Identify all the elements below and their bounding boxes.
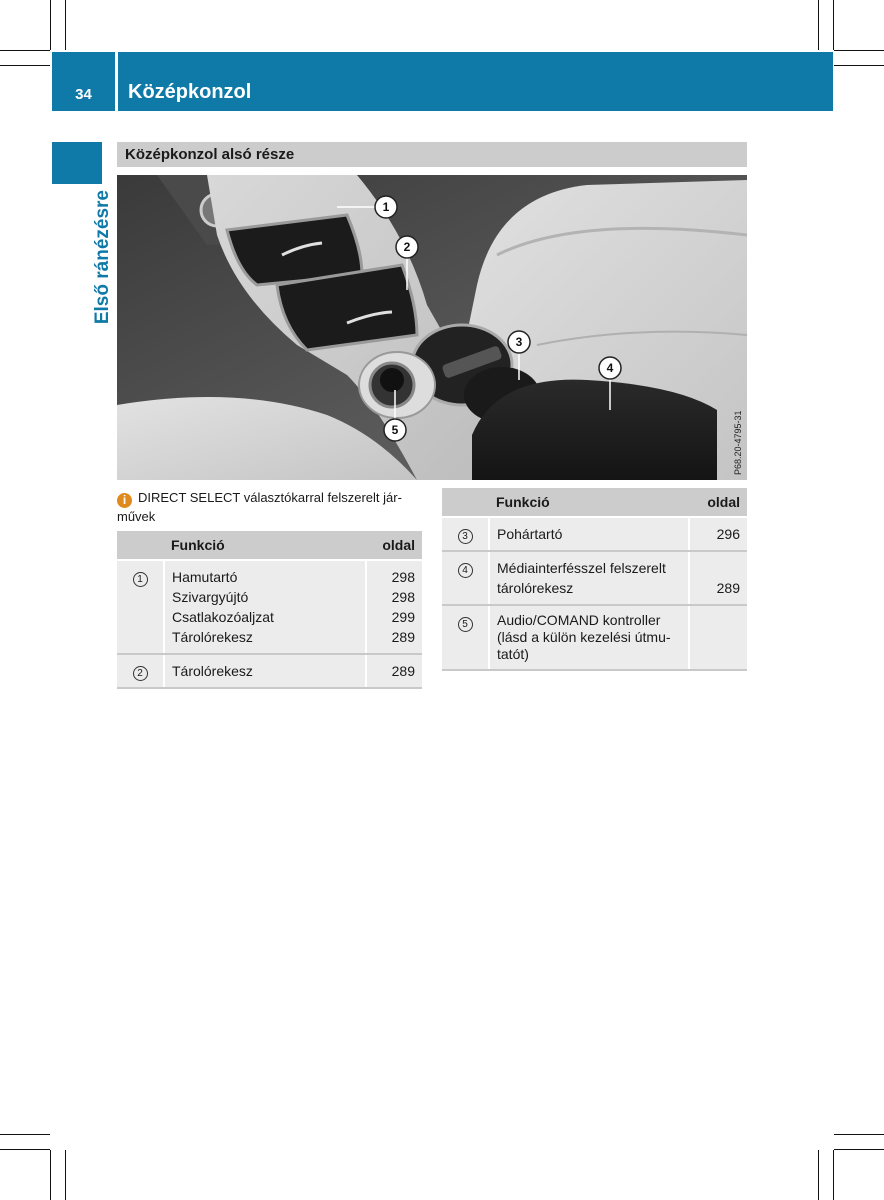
crop-mark	[834, 1149, 884, 1150]
page-ref: 289	[391, 629, 415, 645]
info-note-text: DIRECT SELECT választókarral felszerelt jár- művek	[117, 490, 402, 524]
crop-mark	[834, 1134, 884, 1135]
function-item: tárolórekesz	[497, 580, 574, 596]
function-item: Csatlakozóaljzat	[172, 609, 274, 625]
page-number: 34	[75, 86, 92, 103]
page-ref: 298	[391, 569, 415, 585]
side-tab-marker	[52, 142, 102, 184]
image-code: P68.20-4795-31	[733, 410, 743, 475]
table-row	[117, 654, 422, 688]
function-table-left	[117, 531, 422, 689]
header-page: oldal	[366, 531, 422, 560]
crop-mark	[0, 1134, 50, 1135]
table-row	[442, 517, 747, 551]
crop-mark	[65, 0, 66, 50]
header-function: Funkció	[489, 488, 689, 517]
crop-mark	[818, 0, 819, 50]
header-callout	[442, 488, 489, 517]
info-note	[117, 489, 427, 525]
function-item: Tárolórekesz	[172, 663, 253, 679]
callout-2-label: 2	[403, 240, 411, 254]
function-item: Hamutartó	[172, 569, 238, 585]
function-table-right	[442, 488, 747, 671]
section-title: Középkonzol alsó része	[125, 146, 295, 163]
callout-3-label: 3	[515, 335, 523, 349]
function-item: Pohártartó	[497, 526, 563, 542]
page-ref: 298	[391, 589, 415, 605]
crop-mark	[833, 1150, 834, 1200]
crop-mark	[833, 0, 834, 50]
callout-number: 1	[133, 572, 148, 587]
function-item: Szivargyújtó	[172, 589, 249, 605]
function-item: Audio/COMAND kontroller	[497, 612, 661, 628]
page-ref: 289	[391, 663, 415, 679]
header-callout	[117, 531, 164, 560]
header-page: oldal	[689, 488, 747, 517]
table-header-row	[117, 531, 422, 560]
callout-number: 3	[458, 529, 473, 544]
page-ref: 296	[716, 526, 740, 542]
callout-number: 4	[458, 563, 473, 578]
side-tab-label: Első ránézésre	[92, 190, 113, 325]
crop-mark	[0, 50, 50, 51]
header-function: Funkció	[164, 531, 366, 560]
table-row	[117, 560, 422, 654]
center-console-illustration	[117, 175, 747, 480]
info-icon: i	[117, 493, 132, 508]
callout-1-label: 1	[382, 200, 390, 214]
center-console-photo	[117, 175, 747, 480]
crop-mark	[818, 1150, 819, 1200]
crop-mark	[834, 50, 884, 51]
callout-number: 2	[133, 666, 148, 681]
function-item: Médiainterfésszel felszerelt	[497, 560, 666, 576]
callout-4-label: 4	[606, 361, 614, 375]
table-header-row	[442, 488, 747, 517]
crop-mark	[0, 1149, 50, 1150]
crop-mark	[65, 1150, 66, 1200]
chapter-title: Középkonzol	[128, 81, 252, 103]
page-ref: 299	[391, 609, 415, 625]
crop-mark	[834, 65, 884, 66]
function-item: tatót)	[497, 646, 529, 662]
header-divider	[115, 52, 118, 111]
page-ref: 289	[716, 580, 740, 596]
table-row	[442, 605, 747, 670]
crop-mark	[50, 0, 51, 50]
function-item: (lásd a külön kezelési útmu-	[497, 629, 671, 645]
crop-mark	[0, 65, 50, 66]
table-row	[442, 551, 747, 605]
function-item: Tárolórekesz	[172, 629, 253, 645]
crop-mark	[50, 1150, 51, 1200]
callout-number: 5	[458, 617, 473, 632]
callout-5-label: 5	[391, 423, 399, 437]
